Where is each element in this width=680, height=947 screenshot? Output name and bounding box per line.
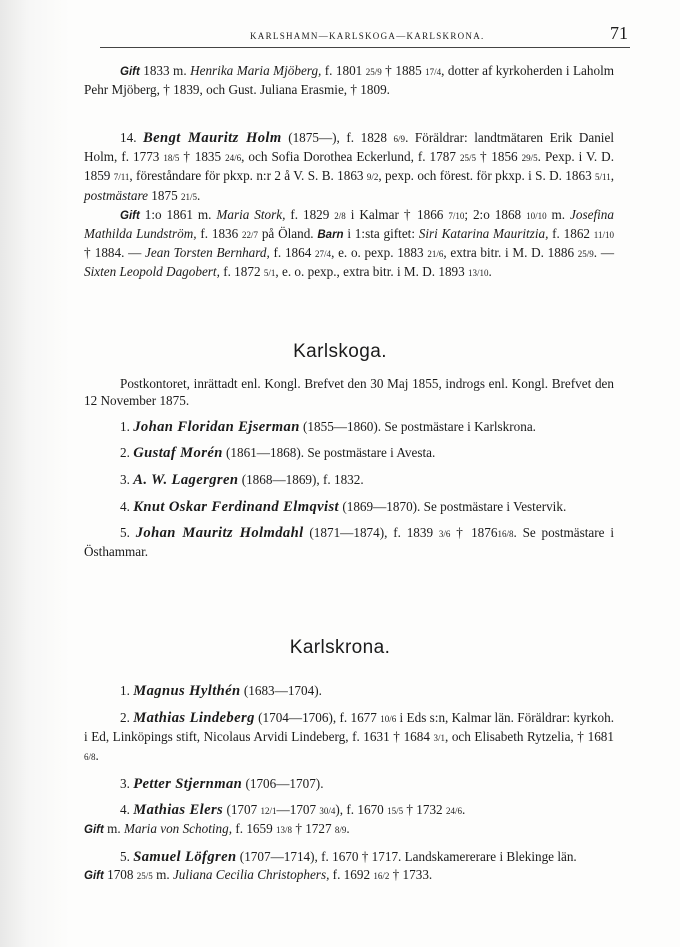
person-name: Petter Stjernman bbox=[133, 775, 243, 792]
person-name: Mathias Lindeberg bbox=[133, 709, 255, 726]
karlskoga-section bbox=[84, 375, 614, 561]
person-name: Johan Mauritz Holmdahl bbox=[135, 525, 304, 542]
running-head: KARLSHAMN—KARLSKOGA—KARLSKRONA. bbox=[250, 31, 485, 41]
entry-14 bbox=[84, 129, 614, 283]
person-name: Samuel Löfgren bbox=[133, 848, 237, 865]
page-number: 71 bbox=[610, 23, 628, 43]
karlskrona-entry-5-family: Gift 1708 25/5 m. Juliana Cecilia Christophers, f. 1692 16/2 † 1733. bbox=[84, 867, 433, 883]
karlskoga-entry-4: 4. Knut Oskar Ferdinand Elmqvist (1869—1870). Se postmästare i Vestervik. bbox=[120, 498, 567, 515]
karlskoga-intro: Postkontoret, inrättadt enl. Kongl. Brefvet den 30 Maj 1855, indrogs enl. Kongl. Brefvet den 12 November 1875. bbox=[84, 376, 614, 409]
person-name: Gustaf Morén bbox=[133, 445, 223, 462]
karlskrona-section bbox=[84, 682, 614, 885]
person-name: A. W. Lagergren bbox=[133, 471, 239, 488]
karlskrona-entry-1: 1. Magnus Hylthén (1683—1704). bbox=[120, 683, 322, 699]
karlskrona-entry-3: 3. Petter Stjernman (1706—1707). bbox=[120, 775, 324, 792]
section-title-karlskrona: Karlskrona. bbox=[289, 637, 391, 658]
section-title-karlskoga: Karlskoga. bbox=[293, 341, 387, 362]
karlskoga-entry-1: 1. Johan Floridan Ejserman (1855—1860). Se postmästare i Karlskrona. bbox=[120, 418, 536, 435]
karlskrona-entry-5: 5. Samuel Löfgren (1707—1714), f. 1670 † 1717. Landskamererare i Blekinge län. bbox=[120, 848, 577, 865]
karlskoga-entry-3: 3. A. W. Lagergren (1868—1869), f. 1832. bbox=[120, 471, 364, 488]
person-name: Bengt Mauritz Holm bbox=[143, 130, 282, 146]
entry-14-family: Gift 1:o 1861 m. Maria Stork, f. 1829 2/8 i Kalmar † 1866 7/10; 2:o 1868 10/10 m. Josefina Mathilda Lundström, f. 1836 22/7 på Öland. Barn i 1:sta giftet: Siri Katarina Mauritzia, f. 1862 11/10 † 1884. — Jean Torsten Bernhard, f. 1864 27/4, e. o. pexp. 1883 21/6, extra bitr. i M. D. 1886 25/9. — Sixten Leopold Dagobert, f. 1872 5/1, e. o. pexp., extra bitr. i M. D. 1893 13/10. bbox=[84, 206, 614, 280]
person-name: Johan Floridan Ejserman bbox=[133, 418, 300, 435]
page-header bbox=[100, 23, 630, 48]
karlskoga-entry-5: 5. Johan Mauritz Holmdahl (1871—1874), f. 1839 3/6 † 187616/8. Se postmästare i Östhammar. bbox=[84, 525, 614, 560]
entry-14-bio: 14. Bengt Mauritz Holm (1875—), f. 1828 6/9. Föräldrar: landtmätaren Erik Daniel Holm, f. 1773 18/5 † 1835 24/6, och Sofia Dorothea Eckerlund, f. 1787 25/5 † 1856 29/5. Pexp. i V. D. 1859 7/11, föreståndare för pkxp. n:r 2 å V. S. B. 1863 9/2, pexp. och förest. för pkxp. i S. D. 1863 5/11, postmästare 1875 21/5. bbox=[84, 130, 615, 203]
karlskrona-entry-4-family: Gift m. Maria von Schoting, f. 1659 13/8 † 1727 8/9. bbox=[84, 821, 350, 837]
person-name: Mathias Elers bbox=[133, 802, 224, 819]
karlskrona-entry-4: 4. Mathias Elers (1707 12/1—1707 30/4), f. 1670 15/5 † 1732 24/6. bbox=[120, 802, 466, 819]
gift-paragraph: Gift 1833 m. Henrika Maria Mjöberg, f. 1801 25/9 † 1885 17/4, dotter af kyrkoherden i Laholm Pehr Mjöberg, † 1839, och Gust. Juliana Erasmie, † 1809. bbox=[84, 63, 614, 98]
karlskrona-entry-2: 2. Mathias Lindeberg (1704—1706), f. 1677 10/6 i Eds s:n, Kalmar län. Föräldrar: kyrkoh. i Ed, Linköpings stift, Nicolaus Arvidi Lindeberg, f. 1631 † 1684 3/1, och Elisabeth Rytzelia, † 1681 6/8. bbox=[84, 709, 614, 763]
person-name: Knut Oskar Ferdinand Elmqvist bbox=[133, 498, 340, 515]
entry-continued bbox=[84, 62, 614, 98]
person-name: Magnus Hylthén bbox=[133, 683, 241, 699]
karlskoga-entry-2: 2. Gustaf Morén (1861—1868). Se postmästare i Avesta. bbox=[120, 445, 436, 462]
